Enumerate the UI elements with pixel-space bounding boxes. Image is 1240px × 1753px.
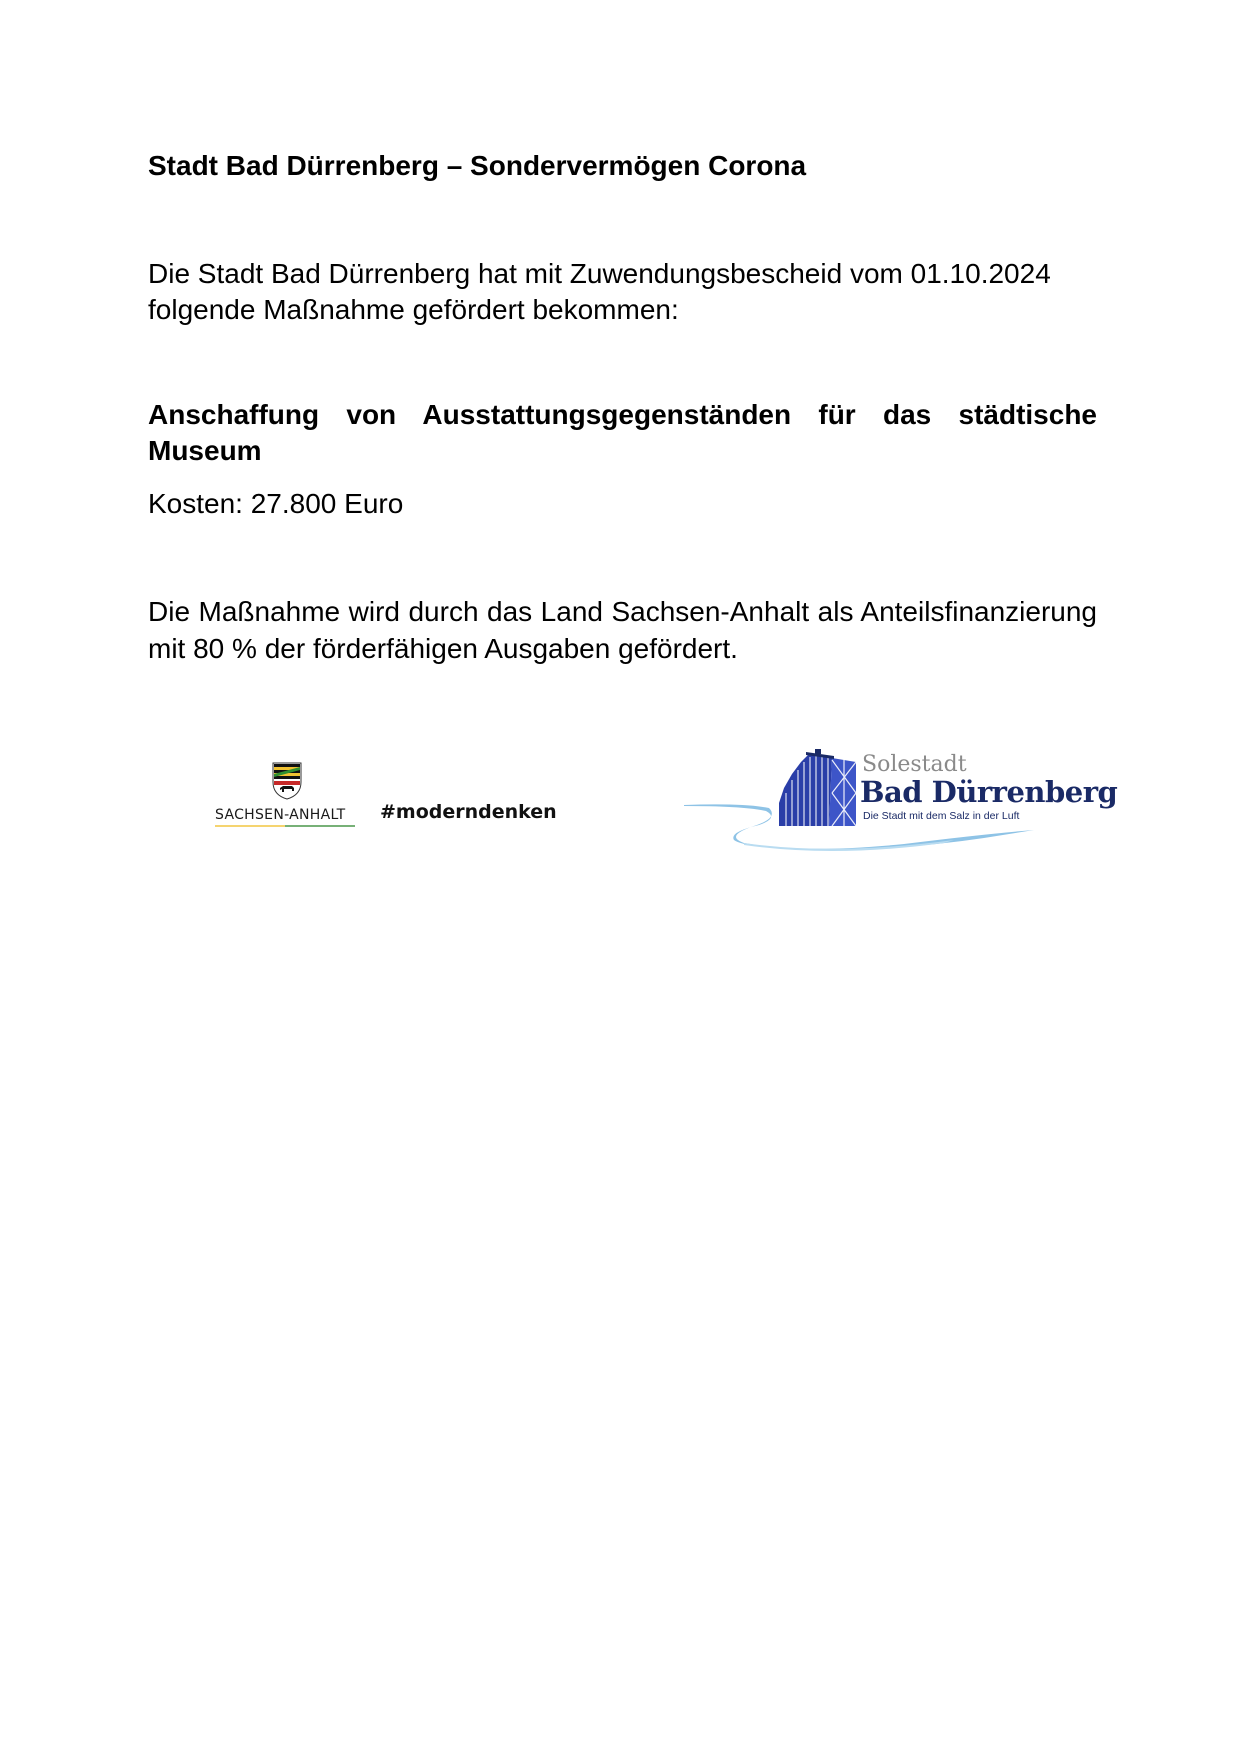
bad-duerrenberg-tagline: Die Stadt mit dem Salz in der Luft — [863, 810, 1020, 822]
costs-line: Kosten: 27.800 Euro — [148, 488, 404, 519]
moderndenken-hashtag: #moderndenken — [380, 801, 557, 823]
sachsen-anhalt-underline — [215, 825, 355, 827]
coat-of-arms-icon — [272, 762, 302, 800]
sachsen-anhalt-logo — [215, 757, 575, 827]
solestadt-label: Solestadt — [862, 752, 967, 777]
bad-duerrenberg-wordmark: Bad Dürrenberg — [860, 775, 1118, 809]
measure-title: Anschaffung von Ausstattungsgegenständen für das städtische Museum — [148, 399, 1097, 466]
document-title: Stadt Bad Dürrenberg – Sondervermögen Corona — [148, 150, 807, 181]
funding-paragraph: Die Maßnahme wird durch das Land Sachsen-Anhalt als Anteilsfinanzierung mit 80 % der förderfähigen Ausgaben gefördert. — [148, 596, 1097, 664]
intro-paragraph: Die Stadt Bad Dürrenberg hat mit Zuwendungsbescheid vom 01.10.2024 folgende Maßnahme gefördert bekommen: — [148, 258, 1051, 325]
bad-duerrenberg-logo — [684, 748, 1118, 858]
sachsen-anhalt-wordmark: SACHSEN-ANHALT — [215, 807, 346, 823]
